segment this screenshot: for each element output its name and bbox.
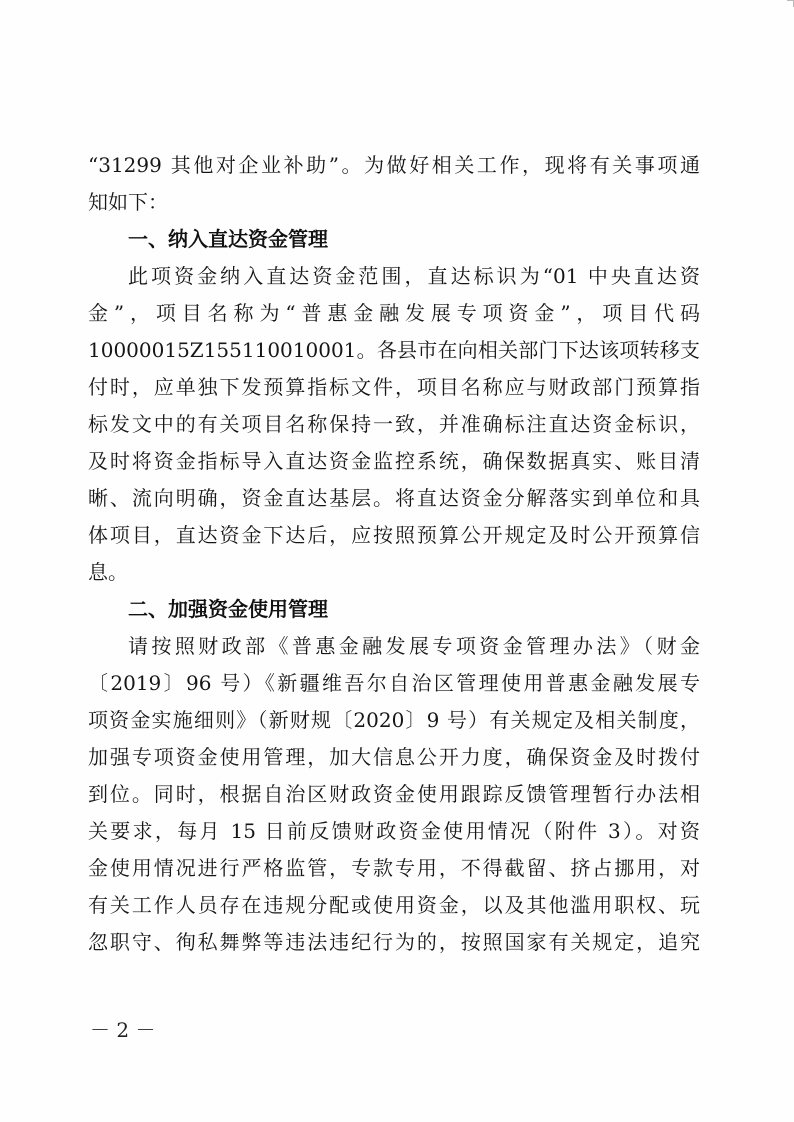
text-line: 此项资金纳入直达资金范围，直达标识为“01 中央直达资 [128, 264, 700, 288]
text-line: 10000015Z155110010001。各县市在向相关部门下达该项转移支 [88, 338, 700, 362]
text-line: 项资金实施细则》（新财规〔2020〕9 号）有关规定及相关制度， [88, 708, 700, 732]
text-line: 金使用情况进行严格监管，专款专用，不得截留、挤占挪用，对 [88, 856, 700, 880]
text-line: 付时，应单独下发预算指标文件，项目名称应与财政部门预算指 [88, 375, 700, 399]
text-line: 及时将资金指标导入直达资金监控系统，确保数据真实、账目清 [88, 449, 700, 473]
text-line: 忽职守、徇私舞弊等违法违纪行为的，按照国家有关规定，追究 [88, 930, 700, 954]
corner-mark [787, 0, 794, 7]
text-line: 请按照财政部《普惠金融发展专项资金管理办法》（财金 [128, 634, 700, 658]
text-line: 金”，项目名称为“普惠金融发展专项资金”，项目代码 [88, 301, 700, 325]
text-line: 〔2019〕96 号）《新疆维吾尔自治区管理使用普惠金融发展专 [88, 671, 700, 695]
text-line: 到位。同时，根据自治区财政资金使用跟踪反馈管理暂行办法相 [88, 782, 700, 806]
page-number: － 2 － [90, 1018, 156, 1042]
section-heading-1: 一、纳入直达资金管理 [128, 227, 328, 251]
body-text [88, 151, 700, 965]
text-line: 有关工作人员存在违规分配或使用资金，以及其他滥用职权、玩 [88, 893, 700, 917]
text-line: 关要求，每月 15 日前反馈财政资金使用情况（附件 3）。对资 [88, 819, 700, 843]
text-line: 息。 [88, 560, 128, 584]
text-line: 标发文中的有关项目名称保持一致，并准确标注直达资金标识， [88, 412, 700, 436]
text-line: 知如下： [88, 190, 168, 214]
text-line: “31299 其他对企业补助”。为做好相关工作，现将有关事项通 [88, 153, 700, 177]
text-line: 体项目，直达资金下达后，应按照预算公开规定及时公开预算信 [88, 523, 700, 547]
section-heading-2: 二、加强资金使用管理 [128, 597, 328, 621]
text-line: 晰、流向明确，资金直达基层。将直达资金分解落实到单位和具 [88, 486, 700, 510]
text-line: 加强专项资金使用管理，加大信息公开力度，确保资金及时拨付 [88, 745, 700, 769]
